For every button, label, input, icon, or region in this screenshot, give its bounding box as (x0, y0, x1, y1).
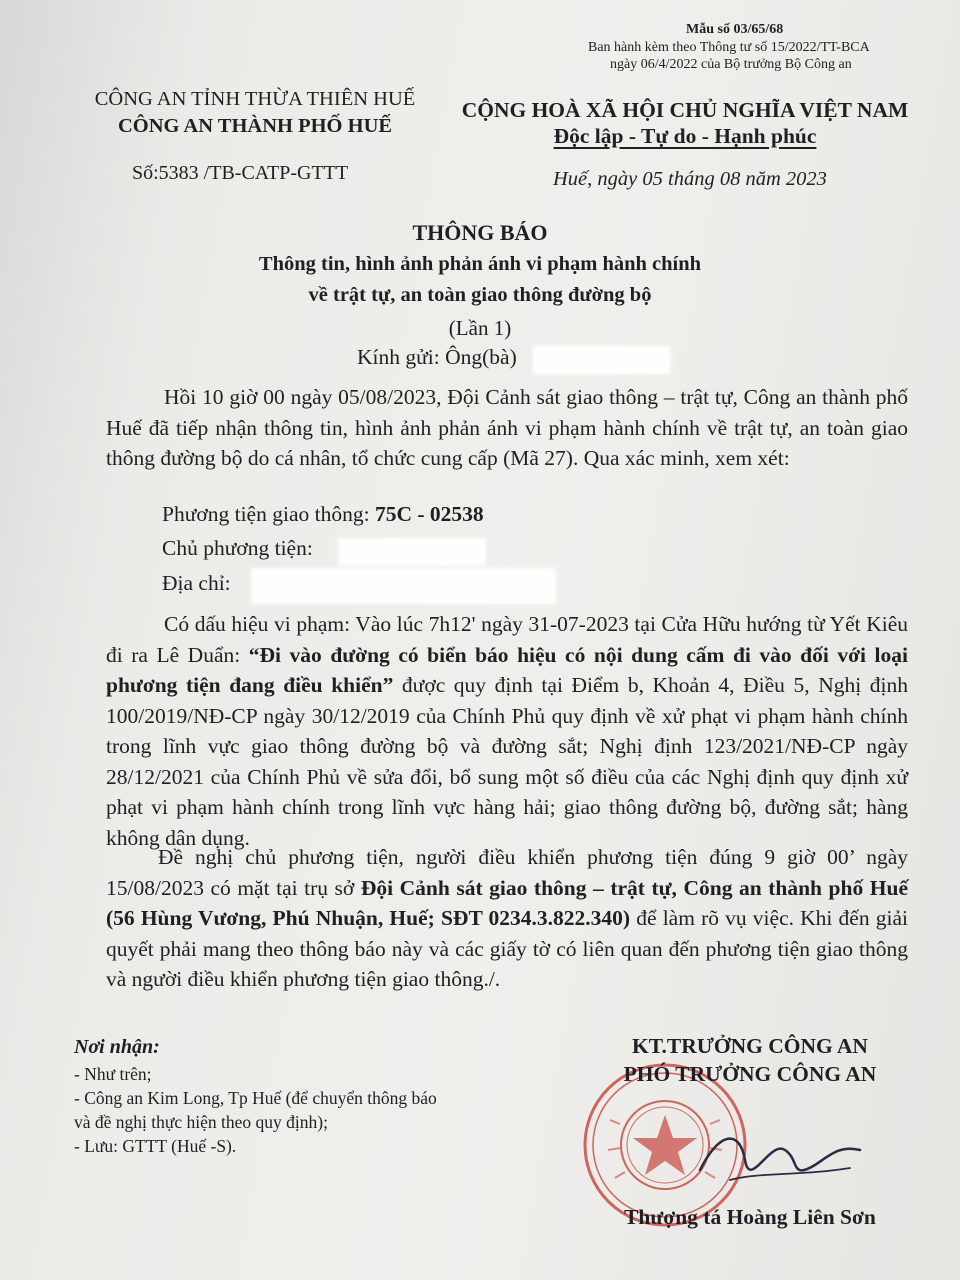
redacted-owner (338, 538, 486, 566)
attempt-number: (Lần 1) (448, 316, 512, 340)
document-number: Số:5383 /TB-CATP-GTTT (132, 162, 349, 184)
violation-description: “Đi vào đường có biển báo hiệu có nội dung cấm đi vào đối với loại phương tiện đang điều khiển” (106, 642, 908, 697)
request-office: Đội Cảnh sát giao thông – trật tự, Công an thành phố Huế (56 Hùng Vương, Phú Nhuận, Huế; SĐT 0234.3.822.340) (106, 875, 908, 930)
intro-paragraph: Hồi 10 giờ 00 ngày 05/08/2023, Đội Cảnh sát giao thông – trật tự, Công an thành phố Huế đã tiếp nhận thông tin, hình ảnh phản ánh vi phạm hành chính về trật tự, an toàn giao thông đường bộ do cá nhân, tổ chức cung cấp (Mã 27). Qua xác minh, xem xét: (106, 385, 908, 470)
vehicle-line (162, 502, 484, 527)
agency-line1: CÔNG AN TỈNH THỪA THIÊN HUẾ (94, 88, 416, 110)
agency-line2: CÔNG AN THÀNH PHỐ HUẾ (117, 115, 393, 137)
form-code: Mẫu số 03/65/68 (686, 22, 784, 37)
request-rest: để làm rõ vụ việc. Khi đến giải quyết phải mang theo thông báo này và các giấy tờ có liên quan đến phương tiện giao thông và người điều khiển phương tiện giao thông./. (106, 906, 908, 991)
signer-name: Thượng tá Hoàng Liên Sơn (624, 1205, 876, 1229)
national-motto: Độc lập - Tự do - Hạnh phúc (553, 124, 817, 148)
form-issued-line1: Ban hành kèm theo Thông tư số 15/2022/TT-BCA (588, 40, 870, 55)
address-line (162, 571, 231, 596)
redacted-recipient (533, 346, 671, 374)
signature-title-1: KT.TRƯỞNG CÔNG AN (632, 1034, 868, 1058)
vehicle-plate: 75C - 02538 (374, 502, 484, 526)
recipient-item-1: - Như trên; (74, 1064, 152, 1084)
vehicle-label: Phương tiện giao thông: (162, 502, 375, 526)
owner-label: Chủ phương tiện: (162, 536, 313, 560)
violation-paragraph (106, 609, 908, 853)
form-issued-line2: ngày 06/4/2022 của Bộ trưởng Bộ Công an (610, 57, 852, 72)
handwritten-signature (690, 1110, 870, 1200)
document-title: THÔNG BÁO (412, 220, 548, 245)
document-subtitle-2: về trật tự, an toàn giao thông đường bộ (308, 284, 652, 306)
document-subtitle-1: Thông tin, hình ảnh phản ánh vi phạm hành chính (258, 253, 702, 275)
violation-legal-basis: được quy định tại Điểm b, Khoản 4, Điều 5, Nghị định 100/2019/NĐ-CP ngày 30/12/2019 của Chính Phủ quy định về xử phạt vi phạm hành chính trong lĩnh vực giao thông đường bộ và đường sắt; Nghị định 123/2021/NĐ-CP ngày 28/12/2021 của Chính Phủ về sửa đổi, bổ sung một số điều của các Nghị định quy định xử phạt vi phạm hành chính trong lĩnh vực hàng hải; giao thông đường bộ, đường sắt; hàng không dân dụng. (106, 673, 908, 850)
request-intro: Đề nghị chủ phương tiện, người điều khiển phương tiện đúng 9 giờ 00’ ngày 15/08/2023 có mặt tại trụ sở (106, 845, 908, 900)
place-date: Huế, ngày 05 tháng 08 năm 2023 (553, 168, 827, 190)
owner-line (162, 536, 313, 561)
recipient-label: Kính gửi: Ông(bà) (357, 345, 517, 369)
recipient-item-4: - Lưu: GTTT (Huế -S). (74, 1136, 237, 1156)
recipient-item-3: và đề nghị thực hiện theo quy định); (74, 1112, 328, 1132)
violation-intro: Có dấu hiệu vi phạm: Vào lúc 7h12' ngày 31-07-2023 tại Cửa Hữu hướng từ Yết Kiêu đi ra Lê Duẩn: (106, 612, 908, 667)
recipient-item-2: - Công an Kim Long, Tp Huế (để chuyển thông báo (74, 1088, 437, 1108)
recipients-label: Nơi nhận: (74, 1036, 160, 1058)
redacted-address (251, 568, 556, 604)
nation-title: CỘNG HOÀ XÃ HỘI CHỦ NGHĨA VIỆT NAM (461, 98, 909, 122)
request-paragraph (106, 842, 908, 995)
address-label: Địa chỉ: (162, 571, 231, 595)
signature-title-2: PHÓ TRƯỞNG CÔNG AN (623, 1062, 877, 1086)
